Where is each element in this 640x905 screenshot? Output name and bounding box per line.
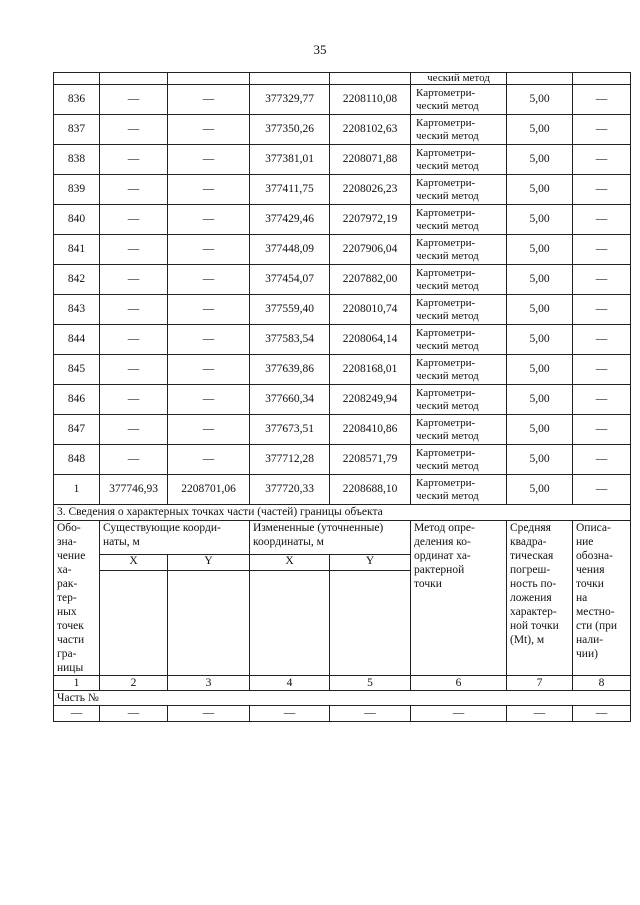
- method-cell: [411, 175, 507, 205]
- header-accuracy-line: (Mt), м: [510, 634, 545, 646]
- existing-x-cell: —: [100, 295, 168, 325]
- method-cell: [411, 385, 507, 415]
- table-row: [54, 445, 631, 475]
- existing-y-cell: —: [168, 325, 250, 355]
- description-cell: —: [573, 355, 631, 385]
- x-coordinate-cell: 377448,09: [250, 235, 330, 265]
- description-cell: —: [573, 415, 631, 445]
- existing-x-cell: —: [100, 85, 168, 115]
- accuracy-cell: 5,00: [507, 295, 573, 325]
- column-number-row: [54, 676, 631, 691]
- point-number-cell: 840: [54, 205, 100, 235]
- existing-y-cell: —: [168, 265, 250, 295]
- description-cell: —: [573, 325, 631, 355]
- header-point-designation-line: рак-: [57, 578, 78, 590]
- header-accuracy-line: ность по-: [510, 578, 557, 590]
- description-cell: —: [573, 235, 631, 265]
- existing-y-cell: —: [168, 355, 250, 385]
- description-cell: —: [573, 475, 631, 505]
- method-line: ческий метод: [416, 399, 479, 412]
- point-number-cell: 837: [54, 115, 100, 145]
- existing-y-cell: —: [168, 235, 250, 265]
- y-label: Y: [330, 555, 411, 571]
- description-cell: —: [573, 265, 631, 295]
- existing-x-cell: —: [100, 235, 168, 265]
- section-title-row: [54, 505, 631, 521]
- table-row: [54, 385, 631, 415]
- point-number-cell: 836: [54, 85, 100, 115]
- header-row: [54, 521, 631, 555]
- dash-cell: —: [411, 706, 507, 722]
- existing-x-cell: —: [100, 355, 168, 385]
- method-line: ческий метод: [416, 429, 479, 442]
- table-row: [54, 325, 631, 355]
- method-cell: [411, 475, 507, 505]
- x-coordinate-cell: 377712,28: [250, 445, 330, 475]
- y-label: Y: [168, 555, 250, 571]
- header-description-line: Описа-: [576, 522, 611, 534]
- header-accuracy-line: тическая: [510, 550, 554, 562]
- x-coordinate-cell: 377720,33: [250, 475, 330, 505]
- existing-x-cell: —: [100, 325, 168, 355]
- y-coordinate-cell: 2208064,14: [330, 325, 411, 355]
- table-row: [54, 235, 631, 265]
- x-coordinate-cell: 377559,40: [250, 295, 330, 325]
- header-point-designation-line: точек: [57, 620, 84, 632]
- existing-x-cell: —: [100, 175, 168, 205]
- existing-y-cell: —: [168, 175, 250, 205]
- existing-y-cell: —: [168, 415, 250, 445]
- method-line: Картометри-: [416, 446, 476, 459]
- method-line: ческий метод: [416, 189, 479, 202]
- method-cell: [411, 295, 507, 325]
- existing-y-cell: —: [168, 445, 250, 475]
- y-coordinate-cell: 2208688,10: [330, 475, 411, 505]
- method-cell: [411, 145, 507, 175]
- method-line: Картометри-: [416, 146, 476, 159]
- column-number: 4: [250, 676, 330, 691]
- method-line: ческий метод: [416, 339, 479, 352]
- method-line: Картометри-: [416, 386, 476, 399]
- dash-cell: —: [573, 706, 631, 722]
- header-method-line: точки: [414, 578, 442, 590]
- point-number-cell: 843: [54, 295, 100, 325]
- header-accuracy-line: ной точки: [510, 620, 559, 632]
- header-method-line: ординат ха-: [414, 550, 471, 562]
- accuracy-cell: 5,00: [507, 355, 573, 385]
- header-description-line: местно-: [576, 606, 615, 618]
- method-line: ческий метод: [416, 279, 479, 292]
- coordinates-table: [53, 72, 631, 722]
- empty-cell: [250, 571, 330, 676]
- table-row: [54, 415, 631, 445]
- header-description-line: чии): [576, 648, 598, 660]
- header-description-line: точки: [576, 578, 604, 590]
- header-method: [411, 521, 507, 676]
- table-row: [54, 205, 631, 235]
- existing-x-cell: —: [100, 145, 168, 175]
- point-number-cell: 846: [54, 385, 100, 415]
- header-existing-coords: [100, 521, 250, 555]
- dash-cell: —: [54, 706, 100, 722]
- description-cell: —: [573, 445, 631, 475]
- header-accuracy-line: квадра-: [510, 536, 547, 548]
- existing-y-cell: —: [168, 145, 250, 175]
- method-line: Картометри-: [416, 266, 476, 279]
- existing-x-cell: —: [100, 445, 168, 475]
- y-coordinate-cell: 2208071,88: [330, 145, 411, 175]
- point-number-cell: 845: [54, 355, 100, 385]
- header-point-designation-line: ницы: [57, 662, 84, 674]
- existing-y-cell: —: [168, 85, 250, 115]
- method-cell: [411, 265, 507, 295]
- method-line: ческий метод: [416, 99, 479, 112]
- accuracy-cell: 5,00: [507, 85, 573, 115]
- header-description: [573, 521, 631, 676]
- method-cell: ческий метод: [411, 73, 507, 85]
- column-number: 6: [411, 676, 507, 691]
- header-description-line: ние: [576, 536, 594, 548]
- dash-cell: —: [507, 706, 573, 722]
- header-existing-coords-line: наты, м: [103, 536, 140, 548]
- y-coordinate-cell: 2208249,94: [330, 385, 411, 415]
- accuracy-cell: 5,00: [507, 475, 573, 505]
- page-number: 35: [313, 42, 327, 57]
- existing-y-cell: —: [168, 115, 250, 145]
- method-cell: [411, 445, 507, 475]
- table-row: [54, 475, 631, 505]
- dash-cell: —: [100, 706, 168, 722]
- x-coordinate-cell: 377454,07: [250, 265, 330, 295]
- y-coordinate-cell: 2208026,23: [330, 175, 411, 205]
- method-line: Картометри-: [416, 176, 476, 189]
- part-row: [54, 691, 631, 706]
- point-number-cell: 842: [54, 265, 100, 295]
- method-line: ческий метод: [416, 369, 479, 382]
- method-line: ческий метод: [416, 219, 479, 232]
- part-label: Часть №: [54, 691, 631, 706]
- empty-cell: [100, 571, 168, 676]
- method-line: Картометри-: [416, 356, 476, 369]
- column-number: 7: [507, 676, 573, 691]
- header-description-line: сти (при: [576, 620, 618, 632]
- method-cell: [411, 115, 507, 145]
- header-point-designation-line: части: [57, 634, 85, 646]
- method-cell: [411, 355, 507, 385]
- method-line: ческий метод: [416, 129, 479, 142]
- dash-cell: —: [250, 706, 330, 722]
- header-accuracy-line: характер-: [510, 606, 557, 618]
- method-line: ческий метод: [416, 489, 479, 502]
- method-line: Картометри-: [416, 476, 476, 489]
- method-line: Картометри-: [416, 206, 476, 219]
- existing-x-cell: —: [100, 115, 168, 145]
- y-coordinate-cell: 2207882,00: [330, 265, 411, 295]
- table-row: [54, 115, 631, 145]
- header-changed-coords-line: Измененные (уточненные): [253, 522, 384, 534]
- column-number: 2: [100, 676, 168, 691]
- description-cell: —: [573, 85, 631, 115]
- header-method-line: рактерной: [414, 564, 465, 576]
- header-point-designation-line: Обо-: [57, 522, 81, 534]
- point-number-cell: 841: [54, 235, 100, 265]
- point-number-cell: 847: [54, 415, 100, 445]
- header-changed-coords: [250, 521, 411, 555]
- y-coordinate-cell: 2208010,74: [330, 295, 411, 325]
- accuracy-cell: 5,00: [507, 205, 573, 235]
- header-changed-coords-line: координаты, м: [253, 536, 324, 548]
- method-cell: [411, 325, 507, 355]
- x-label: X: [250, 555, 330, 571]
- empty-cell: [168, 571, 250, 676]
- header-point-designation-line: чение: [57, 550, 86, 562]
- table-row: [54, 265, 631, 295]
- x-coordinate-cell: 377350,26: [250, 115, 330, 145]
- accuracy-cell: 5,00: [507, 445, 573, 475]
- y-coordinate-cell: 2208168,01: [330, 355, 411, 385]
- existing-x-cell: —: [100, 415, 168, 445]
- y-coordinate-cell: 2208410,86: [330, 415, 411, 445]
- description-cell: —: [573, 295, 631, 325]
- method-cell: [411, 415, 507, 445]
- method-line: Картометри-: [416, 236, 476, 249]
- y-coordinate-cell: 2208571,79: [330, 445, 411, 475]
- dash-row: [54, 706, 631, 722]
- point-number-cell: 839: [54, 175, 100, 205]
- method-line: ческий метод: [416, 459, 479, 472]
- point-number-cell: 848: [54, 445, 100, 475]
- accuracy-cell: 5,00: [507, 415, 573, 445]
- method-cell: [411, 205, 507, 235]
- accuracy-cell: 5,00: [507, 325, 573, 355]
- header-point-designation: [54, 521, 100, 676]
- method-line: Картометри-: [416, 416, 476, 429]
- column-number: 1: [54, 676, 100, 691]
- header-method-line: Метод опре-: [414, 522, 475, 534]
- column-number: 3: [168, 676, 250, 691]
- method-line: Картометри-: [416, 86, 476, 99]
- continuation-row: [54, 73, 631, 85]
- x-coordinate-cell: 377673,51: [250, 415, 330, 445]
- y-coordinate-cell: 2208102,63: [330, 115, 411, 145]
- accuracy-cell: 5,00: [507, 115, 573, 145]
- table-row: [54, 355, 631, 385]
- description-cell: —: [573, 205, 631, 235]
- y-coordinate-cell: 2207906,04: [330, 235, 411, 265]
- method-line: ческий метод: [416, 309, 479, 322]
- point-number-cell: 844: [54, 325, 100, 355]
- accuracy-cell: 5,00: [507, 175, 573, 205]
- method-line: ческий метод: [416, 159, 479, 172]
- existing-y-cell: —: [168, 295, 250, 325]
- table-row: [54, 85, 631, 115]
- dash-cell: —: [168, 706, 250, 722]
- method-line: Картометри-: [416, 296, 476, 309]
- table-row: [54, 145, 631, 175]
- header-accuracy-line: Средняя: [510, 522, 551, 534]
- empty-cell: [330, 571, 411, 676]
- header-existing-coords-line: Существующие коорди-: [103, 522, 221, 534]
- accuracy-cell: 5,00: [507, 385, 573, 415]
- y-coordinate-cell: 2207972,19: [330, 205, 411, 235]
- header-accuracy: [507, 521, 573, 676]
- header-description-line: обозна-: [576, 550, 613, 562]
- point-number-cell: 838: [54, 145, 100, 175]
- method-line: Картометри-: [416, 326, 476, 339]
- accuracy-cell: 5,00: [507, 265, 573, 295]
- header-point-designation-line: ных: [57, 606, 77, 618]
- section-title: 3. Сведения о характерных точках части (частей) границы объекта: [54, 505, 631, 521]
- header-accuracy-line: погреш-: [510, 564, 551, 576]
- accuracy-cell: 5,00: [507, 235, 573, 265]
- y-coordinate-cell: 2208110,08: [330, 85, 411, 115]
- header-point-designation-line: зна-: [57, 536, 77, 548]
- x-coordinate-cell: 377429,46: [250, 205, 330, 235]
- existing-x-cell: —: [100, 205, 168, 235]
- point-number-cell: 1: [54, 475, 100, 505]
- header-accuracy-line: ложения: [510, 592, 552, 604]
- table-row: [54, 295, 631, 325]
- accuracy-cell: 5,00: [507, 145, 573, 175]
- header-method-line: деления ко-: [414, 536, 471, 548]
- existing-x-cell: —: [100, 265, 168, 295]
- existing-y-cell: 2208701,06: [168, 475, 250, 505]
- x-coordinate-cell: 377583,54: [250, 325, 330, 355]
- existing-x-cell: —: [100, 385, 168, 415]
- x-coordinate-cell: 377660,34: [250, 385, 330, 415]
- description-cell: —: [573, 175, 631, 205]
- header-point-designation-line: ха-: [57, 564, 72, 576]
- x-coordinate-cell: 377639,86: [250, 355, 330, 385]
- table-row: [54, 175, 631, 205]
- description-cell: —: [573, 385, 631, 415]
- header-description-line: на: [576, 592, 588, 604]
- column-number: 8: [573, 676, 631, 691]
- x-coordinate-cell: 377381,01: [250, 145, 330, 175]
- column-number: 5: [330, 676, 411, 691]
- header-description-line: нали-: [576, 634, 604, 646]
- x-label: X: [100, 555, 168, 571]
- method-cell: [411, 235, 507, 265]
- header-point-designation-line: гра-: [57, 648, 77, 660]
- existing-x-cell: 377746,93: [100, 475, 168, 505]
- header-point-designation-line: тер-: [57, 592, 77, 604]
- existing-y-cell: —: [168, 385, 250, 415]
- existing-y-cell: —: [168, 205, 250, 235]
- method-cell: [411, 85, 507, 115]
- dash-cell: —: [330, 706, 411, 722]
- description-cell: —: [573, 145, 631, 175]
- description-cell: —: [573, 115, 631, 145]
- x-coordinate-cell: 377411,75: [250, 175, 330, 205]
- header-description-line: чения: [576, 564, 605, 576]
- x-coordinate-cell: 377329,77: [250, 85, 330, 115]
- method-line: ческий метод: [416, 249, 479, 262]
- method-line: Картометри-: [416, 116, 476, 129]
